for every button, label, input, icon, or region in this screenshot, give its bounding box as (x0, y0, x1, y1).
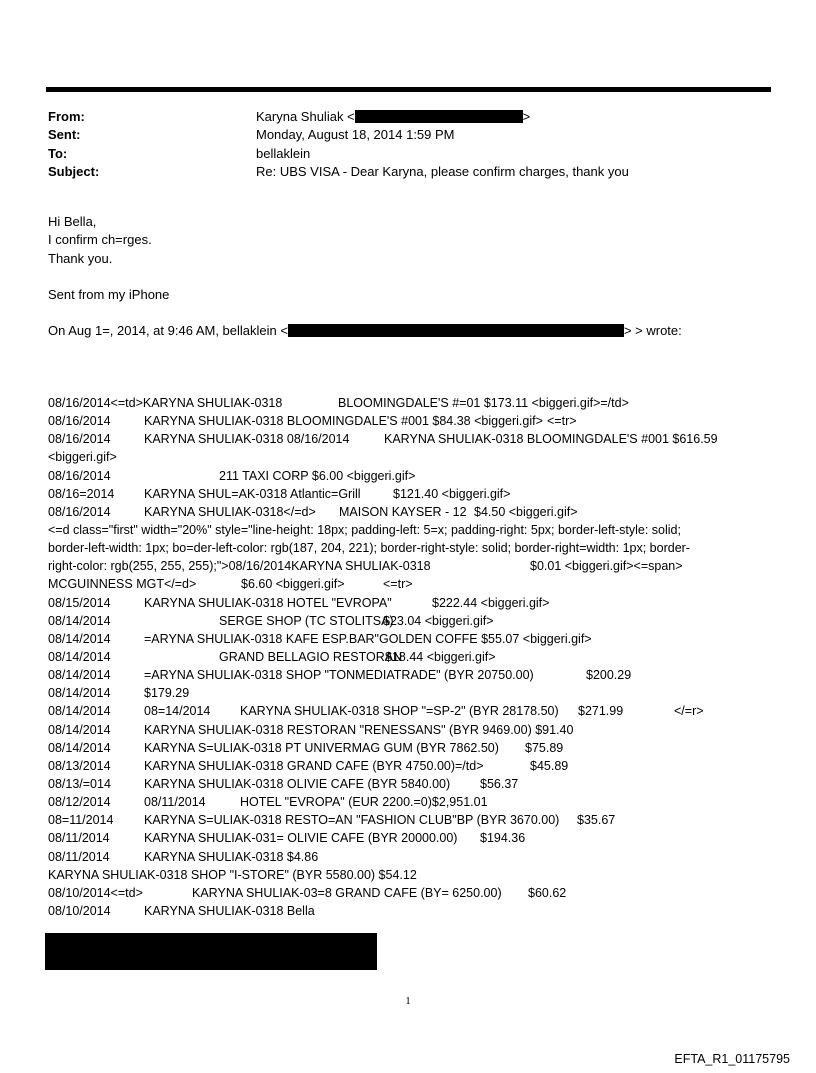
greeting: Hi Bella, (48, 214, 97, 229)
signature: Sent from my iPhone (48, 287, 170, 302)
transaction-segment: HOTEL "EVROPA" (EUR 2200.=0)$2,951.01 (240, 795, 488, 810)
transaction-segment: </=r> (674, 704, 704, 719)
transaction-segment: 08/16/2014 (48, 414, 111, 429)
transaction-line (48, 448, 773, 466)
transaction-segment: KARYNA SHULIAK-03=8 GRAND CAFE (BY= 6250.00) (192, 885, 502, 900)
transaction-segment: 08/14/2014 (48, 704, 111, 719)
transaction-line (48, 866, 773, 884)
from-label: From: (48, 109, 85, 124)
transaction-line (48, 394, 773, 412)
transaction-segment: 08/11/2014 (48, 849, 110, 864)
transaction-segment: 08/13/2014 (48, 758, 111, 773)
transaction-segment: KARYNA S=ULIAK-0318 PT UNIVERMAG GUM (BYR 7862.50) (144, 740, 499, 755)
transaction-line (48, 739, 773, 757)
transaction-line (48, 539, 773, 557)
quote-intro-suffix: > > wrote: (623, 323, 682, 338)
transaction-line (48, 721, 773, 739)
transaction-segment: 08/14/2014 (48, 740, 111, 755)
transaction-segment: 08/14/2014 (48, 722, 111, 737)
transaction-segment: KARYNA SHULIAK-0318 GRAND CAFE (BYR 4750.00)=/td> (144, 758, 484, 773)
transaction-segment: KARYNA SHULIAK-031= OLIVIE CAFE (BYR 20000.00) (144, 831, 458, 846)
transaction-segment: MAISON KAYSER - 12 (339, 504, 467, 519)
bates-number: EFTA_R1_01175795 (674, 1052, 790, 1066)
transaction-line (48, 902, 773, 920)
transaction-segment: right-color: rgb(255, 255, 255);">08/16/2014KARYNA SHULIAK-0318 (48, 559, 431, 574)
transaction-segment: 08/10/2014<=td> (48, 885, 143, 900)
to-label: To: (48, 145, 68, 161)
transaction-segment: =ARYNA SHULIAK-0318 SHOP "TONMEDIATRADE" (BYR 20750.00) (144, 668, 534, 683)
transaction-segment: KARYNA SHULIAK-0318 08/16/2014 (144, 432, 350, 447)
header-rule (46, 87, 771, 92)
transaction-segment: $23.04 <biggeri.gif> (383, 613, 494, 628)
transaction-segment: $121.40 <biggeri.gif> (393, 486, 511, 501)
redaction-bar (355, 110, 523, 123)
transaction-segment: KARYNA SHULIAK-0318</=d> (144, 504, 316, 519)
transaction-segment: 08/11/2014 (48, 831, 110, 846)
transaction-line (48, 684, 773, 702)
transaction-segment: KARYNA SHULIAK-0318 OLIVIE CAFE (BYR 5840.00) (144, 776, 451, 791)
from-name: Karyna Shuliak < (256, 109, 355, 124)
transaction-segment: 08/15/2014 (48, 595, 111, 610)
quote-intro (48, 322, 773, 340)
redaction-bar (288, 324, 624, 337)
to-value: bellaklein (256, 145, 311, 161)
transaction-segment: 08/14/2014 (48, 668, 111, 683)
transaction-line (48, 848, 773, 866)
transaction-segment: $200.29 (586, 668, 632, 683)
transaction-segment: $179.29 (144, 686, 190, 701)
transaction-line (48, 594, 773, 612)
transaction-segment: 08/14/2014 (48, 686, 111, 701)
transaction-line (48, 811, 773, 829)
transaction-segment: $6.60 <biggeri.gif> (241, 577, 345, 592)
transaction-segment: $75.89 (525, 740, 564, 755)
transaction-segment: 08/10/2014 (48, 903, 111, 918)
transaction-segment: $56.37 (480, 776, 519, 791)
transaction-line (48, 702, 773, 720)
transaction-segment: KARYNA SHULIAK-0318 HOTEL "EVROPA" (144, 595, 392, 610)
transaction-segment: $222.44 <biggeri.gif> (432, 595, 550, 610)
transaction-segment: 08/14/2014 (48, 631, 111, 646)
quote-intro-prefix: On Aug 1=, 2014, at 9:46 AM, bellaklein < (48, 323, 288, 338)
transaction-segment: $60.62 (528, 885, 567, 900)
transaction-segment: 08=11/2014 (48, 813, 114, 828)
transaction-segment: KARYNA S=ULIAK-0318 RESTO=AN "FASHION CLUB"BP (BYR 3670.00) (144, 813, 560, 828)
transaction-segment: border-left-width: 1px; bo=der-left-color: rgb(187, 204, 221); border-right-style: solid; border-right=width: 1px; border- (48, 541, 690, 556)
to-row (48, 145, 768, 163)
transaction-segment: $194.36 (480, 831, 526, 846)
transaction-segment: BLOOMINGDALE'S #=01 $173.11 <biggeri.gif>=/td> (338, 396, 629, 410)
transaction-line (48, 757, 773, 775)
transaction-line (48, 793, 773, 811)
transaction-line (48, 666, 773, 684)
transaction-line (48, 521, 773, 539)
transaction-segment: KARYNA SHULIAK-0318 RESTORAN "RENESSANS" (BYR 9469.00) $91.40 (144, 722, 574, 737)
transaction-line (48, 575, 773, 593)
subject-row (48, 163, 768, 181)
transaction-line (48, 630, 773, 648)
transaction-segment: <=d class="first" width="20%" style="line-height: 18px; padding-left: 5=x; padding-right: 5px; border-left-style: solid; (48, 522, 681, 537)
from-row (48, 108, 768, 126)
transaction-segment: SERGE SHOP (TC STOLITSA) (219, 613, 394, 628)
transaction-line (48, 467, 773, 485)
transaction-segment: <=tr> (547, 414, 577, 429)
transaction-segment: <biggeri.gif> (48, 450, 117, 465)
transaction-segment: KARYNA SHULIAK-0318 BLOOMINGDALE'S #001 $84.38 <biggeri.gif> (144, 414, 543, 429)
transaction-segment: GRAND BELLAGIO RESTORAN (219, 649, 403, 664)
confirm-line: I confirm ch=rges. (48, 232, 152, 248)
transaction-line (48, 884, 773, 902)
transaction-segment: <=tr> (383, 577, 413, 592)
transaction-segment: 08/16/2014<=td>KARYNA SHULIAK-0318 (48, 396, 283, 410)
transaction-segment: $271.99 (578, 704, 624, 719)
transaction-line (48, 775, 773, 793)
transaction-line (48, 557, 773, 575)
transaction-list (48, 394, 773, 920)
transaction-segment: 08/11/2014 (144, 795, 206, 810)
transaction-segment: 08/14/2014 (48, 649, 111, 664)
sent-label: Sent: (48, 127, 81, 143)
transaction-segment: $4.50 <biggeri.gif> (474, 504, 578, 519)
transaction-segment: KARYNA SHUL=AK-0318 Atlantic=Grill (144, 486, 361, 501)
transaction-line (48, 829, 773, 847)
transaction-line (48, 648, 773, 666)
transaction-line (48, 412, 773, 430)
transaction-segment: $0.01 <biggeri.gif><=span> (530, 559, 683, 574)
from-value (256, 108, 530, 126)
page-number: 1 (405, 995, 411, 1007)
transaction-segment: $45.89 (530, 758, 569, 773)
transaction-segment: 08/13/=014 (48, 776, 111, 791)
subject-value: Re: UBS VISA - Dear Karyna, please confirm charges, thank you (256, 164, 629, 180)
thanks-line: Thank you. (48, 250, 113, 266)
transaction-segment: 08/16/2014 (48, 468, 111, 483)
transaction-segment: KARYNA SHULIAK-0318 $4.86 (144, 849, 319, 864)
email-header (48, 108, 768, 182)
transaction-segment: 08/16/2014 (48, 432, 111, 447)
transaction-segment: 08/16/2014 (48, 504, 111, 519)
transaction-segment: KARYNA SHULIAK-0318 Bella (144, 903, 315, 918)
transaction-segment: MCGUINNESS MGT</=d> (48, 577, 197, 592)
transaction-segment: KARYNA SHULIAK-0318 SHOP "I-STORE" (BYR 5580.00) $54.12 (48, 867, 417, 882)
transaction-segment: 08/12/2014 (48, 795, 111, 810)
transaction-segment: KARYNA SHULIAK-0318 BLOOMINGDALE'S #001 $616.59 (384, 432, 718, 447)
subject-label: Subject: (48, 164, 100, 180)
transaction-segment: $35.67 (577, 813, 616, 828)
transaction-segment: $18.44 <biggeri.gif> (385, 649, 496, 664)
transaction-segment: 08=14/2014 (144, 704, 211, 719)
transaction-line (48, 430, 773, 448)
transaction-segment: KARYNA SHULIAK-0318 SHOP "=SP-2" (BYR 28178.50) (240, 704, 559, 719)
transaction-line (48, 485, 773, 503)
sent-value: Monday, August 18, 2014 1:59 PM (256, 127, 455, 143)
transaction-segment: 211 TAXI CORP $6.00 <biggeri.gif> (219, 468, 416, 483)
transaction-segment: 08/16=2014 (48, 486, 115, 501)
sent-row (48, 126, 768, 144)
transaction-line (48, 503, 773, 521)
transaction-segment: =ARYNA SHULIAK-0318 KAFE ESP.BAR"GOLDEN COFFE $55.07 <biggeri.gif> (144, 631, 592, 646)
redaction-block (45, 933, 377, 970)
transaction-line (48, 612, 773, 630)
transaction-segment: 08/14/2014 (48, 613, 111, 628)
from-suffix: > (522, 109, 531, 124)
